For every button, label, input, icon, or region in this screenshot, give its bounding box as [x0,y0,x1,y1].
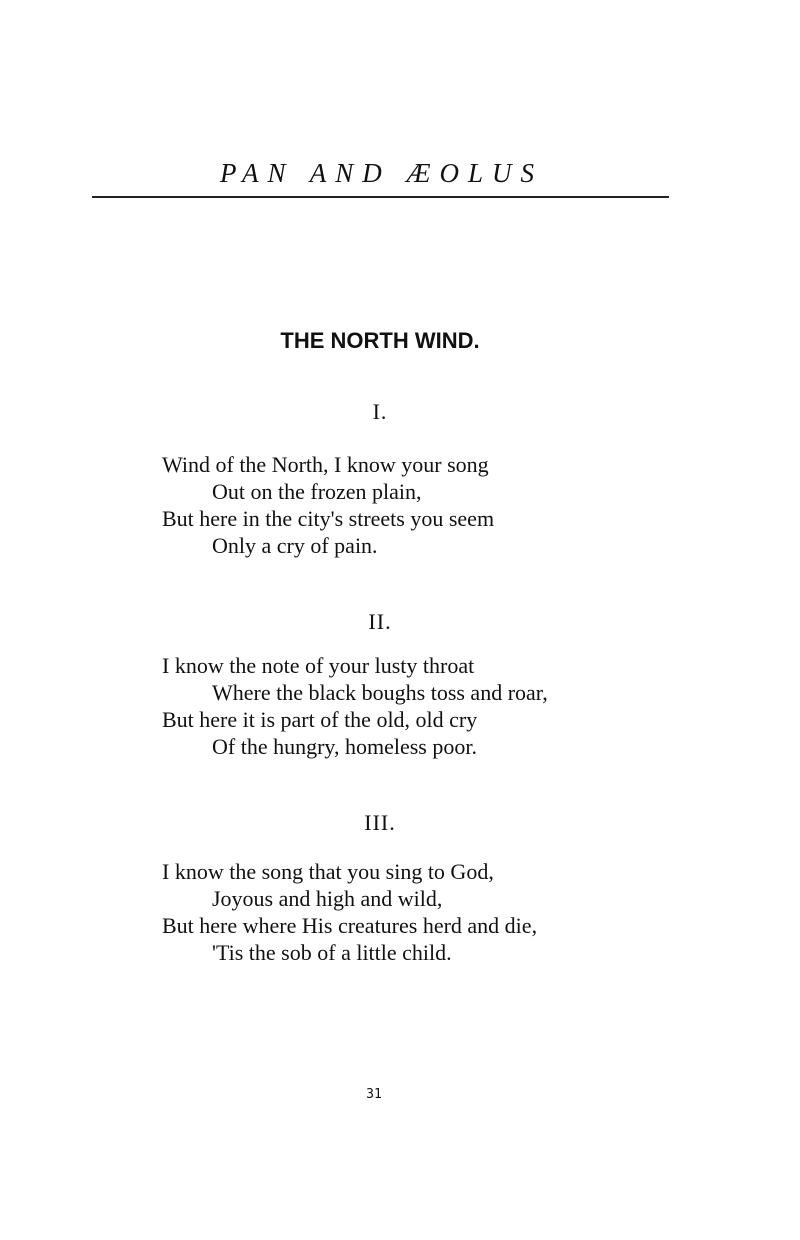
verse-line: Of the hungry, homeless poor. [212,734,477,759]
verse-line: Where the black boughs toss and roar, [212,680,548,705]
stanza-numeral-1: I. [372,399,388,424]
page-number: 31 [366,1087,382,1102]
verse-line: I know the song that you sing to God, [162,859,494,884]
stanza-numeral-2: II. [368,609,392,634]
verse-line: But here where His creatures herd and die, [162,913,538,938]
verse-line: Only a cry of pain. [212,533,378,558]
stanza-2 [162,652,548,760]
verse-line: I know the note of your lusty throat [162,653,475,678]
verse-line: Joyous and high and wild, [212,886,443,911]
verse-line: But here in the city's streets you seem [162,506,495,531]
verse-line: 'Tis the sob of a little child. [212,940,452,965]
verse-line: Out on the frozen plain, [212,479,422,504]
stanza-numeral-3: III. [364,810,396,835]
verse-line: Wind of the North, I know your song [162,452,489,477]
header-rule [92,196,669,198]
stanza-1 [162,451,494,559]
running-head: PAN AND ÆOLUS [219,158,544,188]
verse-line: But here it is part of the old, old cry [162,707,478,732]
poem-title: THE NORTH WIND. [280,328,480,353]
stanza-3 [162,858,537,966]
